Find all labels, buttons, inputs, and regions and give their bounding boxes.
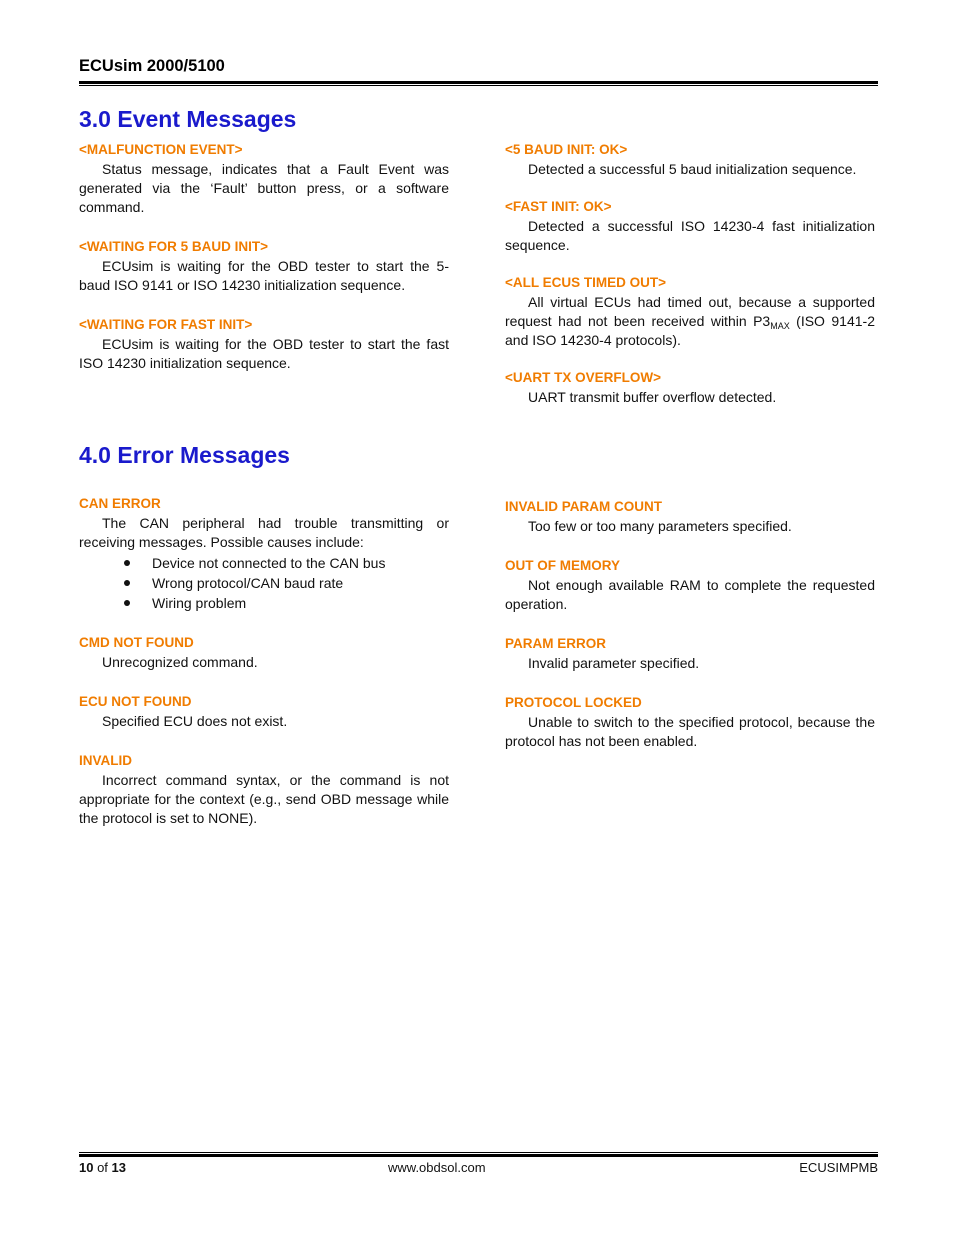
footer-rule [79, 1152, 878, 1157]
page-header-title: ECUsim 2000/5100 [79, 57, 225, 75]
p3-max-subscript: MAX [770, 321, 790, 331]
bullet-icon [124, 600, 130, 606]
event-entry-waiting-fast [79, 316, 449, 373]
list-item [79, 553, 449, 573]
entry-title: <FAST INIT: OK> [505, 199, 612, 214]
entry-body: ECUsim is waiting for the OBD tester to start the fast ISO 14230 initialization sequence. [79, 336, 449, 371]
page-number [79, 1160, 126, 1175]
entry-title: <MALFUNCTION EVENT> [79, 142, 243, 157]
entry-title: CMD NOT FOUND [79, 635, 194, 650]
footer-doc-code: ECUSIMPMB [799, 1160, 878, 1175]
bullet-icon [124, 580, 130, 586]
error-entry-can-error [79, 495, 449, 613]
error-entry-cmd-not-found [79, 634, 449, 672]
list-item [79, 573, 449, 593]
entry-title: PARAM ERROR [505, 636, 606, 651]
error-entry-invalid-param-count [505, 498, 875, 536]
list-item-text: Wiring problem [152, 595, 247, 611]
event-messages-left-column [79, 141, 449, 373]
entry-body: Detected a successful ISO 14230-4 fast initialization sequence. [505, 218, 875, 253]
event-entry-malfunction [79, 141, 449, 217]
entry-title: ECU NOT FOUND [79, 694, 192, 709]
list-item-text: Device not connected to the CAN bus [152, 555, 386, 571]
entry-body-text: (ISO 9141-2 and ISO 14230-4 protocols). [505, 313, 875, 348]
page-current: 10 [79, 1160, 94, 1175]
event-entry-uart-tx-overflow [505, 369, 875, 407]
event-entry-waiting-5-baud [79, 238, 449, 295]
entry-body: UART transmit buffer overflow detected. [528, 389, 777, 405]
error-entry-out-of-memory [505, 557, 875, 614]
entry-title: PROTOCOL LOCKED [505, 695, 642, 710]
entry-title: <WAITING FOR FAST INIT> [79, 317, 253, 332]
entry-body: Specified ECU does not exist. [102, 713, 288, 729]
list-item-text: Wrong protocol/CAN baud rate [152, 575, 344, 591]
entry-body: Incorrect command syntax, or the command is not appropriate for the context (e.g., send OBD message while the protocol is set to NONE). [79, 772, 449, 826]
error-messages-left-column [79, 495, 449, 828]
entry-body [505, 293, 875, 350]
bullet-icon [124, 560, 130, 566]
event-entry-all-ecus-timed-out [505, 274, 875, 350]
entry-title: INVALID PARAM COUNT [505, 499, 662, 514]
error-entry-ecu-not-found [79, 693, 449, 731]
event-entry-5-baud-ok [505, 141, 875, 179]
header-rule [79, 81, 878, 86]
entry-body: ECUsim is waiting for the OBD tester to start the 5-baud ISO 9141 or ISO 14230 initialization sequence. [79, 258, 449, 293]
list-item [79, 593, 449, 613]
footer-website: www.obdsol.com [388, 1160, 486, 1175]
page-total: 13 [111, 1160, 127, 1175]
entry-title: <5 BAUD INIT: OK> [505, 142, 628, 157]
error-entry-invalid [79, 752, 449, 828]
entry-body: The CAN peripheral had trouble transmitting or receiving messages. Possible causes include: [79, 515, 449, 550]
entry-body: Not enough available RAM to complete the requested operation. [505, 577, 875, 612]
entry-body: Invalid parameter specified. [528, 655, 700, 671]
entry-title: <ALL ECUS TIMED OUT> [505, 275, 667, 290]
entry-body: Unrecognized command. [102, 654, 258, 670]
event-entry-fast-init-ok [505, 198, 875, 255]
event-messages-heading: 3.0 Event Messages [79, 106, 297, 132]
entry-title: <UART TX OVERFLOW> [505, 370, 662, 385]
error-messages-heading: 4.0 Error Messages [79, 442, 290, 468]
error-messages-right-column [505, 498, 875, 751]
entry-title: OUT OF MEMORY [505, 558, 620, 573]
entry-body: Detected a successful 5 baud initialization sequence. [528, 161, 857, 177]
entry-title: <WAITING FOR 5 BAUD INIT> [79, 239, 269, 254]
entry-body: Unable to switch to the specified protocol, because the protocol has not been enabled. [505, 714, 875, 749]
entry-body: Status message, indicates that a Fault Event was generated via the ‘Fault’ button press, or a software command. [79, 161, 449, 215]
entry-title: CAN ERROR [79, 496, 161, 511]
entry-body: Too few or too many parameters specified. [528, 518, 792, 534]
entry-body-text: All virtual ECUs had timed out, because a supported request had not been received within P3 [505, 294, 875, 329]
error-entry-protocol-locked [505, 694, 875, 751]
can-error-causes-list [79, 553, 449, 613]
page-of: of [93, 1160, 112, 1175]
entry-title: INVALID [79, 753, 132, 768]
event-messages-right-column [505, 141, 875, 407]
error-entry-param-error [505, 635, 875, 673]
